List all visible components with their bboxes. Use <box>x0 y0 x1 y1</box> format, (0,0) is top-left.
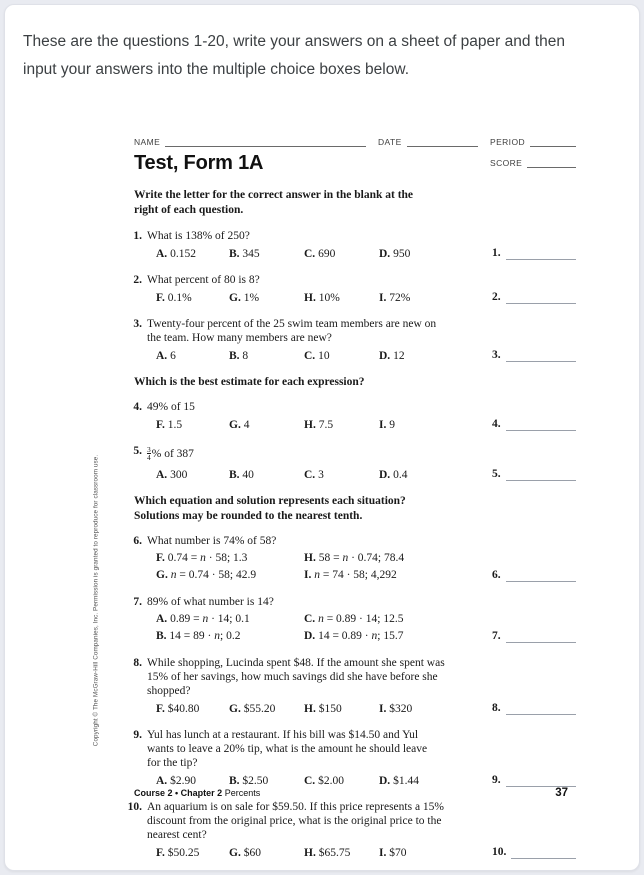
question-number: 5. <box>133 445 142 457</box>
intro-line-2: input your answers into the multiple choice boxes below. <box>23 61 409 78</box>
answer-blank <box>492 467 576 482</box>
choices <box>156 291 492 305</box>
choice-H: H. 7.5 <box>304 419 334 431</box>
quiz-card <box>4 4 640 871</box>
question-2 <box>134 273 576 305</box>
choices <box>156 551 492 583</box>
question-1 <box>134 229 576 261</box>
question-10 <box>127 800 576 860</box>
choice-F: F. 0.74 = n · 58; 1.3 <box>156 552 248 564</box>
answer-number: 2. <box>492 291 501 303</box>
choice-B: B. 345 <box>229 248 260 260</box>
question-text-line: What percent of 80 is 8? <box>147 274 260 286</box>
choice-C: C. $2.00 <box>304 775 344 787</box>
question-text-line: 15% of her savings, how much savings did she have before she <box>147 671 438 683</box>
question-content <box>147 444 492 482</box>
choice-I: I. $320 <box>379 703 413 715</box>
answer-blank <box>492 845 576 860</box>
answer-number: 7. <box>492 630 501 642</box>
question-text-line: the team. How many members are new? <box>147 332 332 344</box>
choice-A: A. 0.89 = n · 14; 0.1 <box>156 613 250 625</box>
question-content <box>147 728 492 788</box>
choices <box>156 418 492 432</box>
name-label: NAME <box>134 137 161 147</box>
choice-G: G. $55.20 <box>229 703 276 715</box>
question-content <box>147 656 492 716</box>
choices <box>156 247 492 261</box>
answer-number: 1. <box>492 247 501 259</box>
question-number: 10. <box>127 801 142 813</box>
answer-number: 10. <box>492 846 507 858</box>
question-text-line: for the tip? <box>147 757 198 769</box>
choice-A: A. $2.90 <box>156 775 196 787</box>
title-row <box>134 152 576 175</box>
question-number: 6. <box>133 535 142 547</box>
date-label: DATE <box>378 137 402 147</box>
choices <box>156 702 492 716</box>
question-content <box>147 400 492 432</box>
question-text-line: 49% of 15 <box>147 401 195 413</box>
intro-line-1: These are the questions 1-20, write your answers on a sheet of paper and then <box>23 33 565 50</box>
choice-A: A. 0.152 <box>156 248 196 260</box>
choice-D: D. 14 = 0.89 · n; 15.7 <box>304 630 404 642</box>
question-text-line: What number is 74% of 58? <box>147 535 277 547</box>
intro-text <box>5 5 639 84</box>
question-number: 8. <box>133 657 142 669</box>
question-text-line: Twenty-four percent of the 25 swim team members are new on <box>147 318 437 330</box>
choice-B: B. 40 <box>229 469 254 481</box>
choice-H: H. $65.75 <box>304 847 351 859</box>
choice-F: F. $40.80 <box>156 703 200 715</box>
question-7 <box>134 595 576 644</box>
fraction: $\frac{3}{4}$ <box>147 444 151 462</box>
choice-A: A. 300 <box>156 469 188 481</box>
question-text-line: wants to leave a 20% tip, what is the amount he should leave <box>147 743 428 755</box>
answer-line <box>506 250 576 260</box>
paper-header <box>134 137 576 147</box>
question-text-line: 89% of what number is 14? <box>147 596 274 608</box>
section-heading: Which is the best estimate for each expression? <box>134 376 365 388</box>
question-content <box>147 595 492 644</box>
period-field <box>490 137 576 147</box>
answer-blank <box>492 246 576 261</box>
answer-number: 3. <box>492 349 501 361</box>
question-content <box>147 800 492 860</box>
answer-blank <box>492 629 576 644</box>
question-3 <box>134 317 576 363</box>
worksheet <box>127 137 576 871</box>
answer-blank <box>492 773 576 788</box>
question-content <box>147 317 492 363</box>
paper-footer <box>134 787 576 799</box>
answer-line <box>506 777 576 787</box>
name-blank-line <box>165 138 366 147</box>
answer-line <box>511 849 576 859</box>
date-blank-line <box>407 138 478 147</box>
choice-I: I. $70 <box>379 847 407 859</box>
choice-B: B. 14 = 89 · n; 0.2 <box>156 630 241 642</box>
choice-F: F. 1.5 <box>156 419 183 431</box>
choices <box>156 612 492 644</box>
answer-line <box>506 471 576 481</box>
choice-D: D. 950 <box>379 248 411 260</box>
choice-H: H. $150 <box>304 703 342 715</box>
score-blank-line <box>527 159 576 168</box>
copyright-sidebar-text: Copyright © The McGraw-Hill Companies, Inc. Permission is granted to reproduce for classroom use. <box>92 454 100 747</box>
choice-D: D. $1.44 <box>379 775 419 787</box>
question-text-line: While shopping, Lucinda spent $48. If the amount she spent was <box>147 657 445 669</box>
question-number: 2. <box>133 274 142 286</box>
choice-H: H. 10% <box>304 292 340 304</box>
question-text-line: An aquarium is on sale for $59.50. If this price represents a 15% <box>147 801 445 813</box>
answer-line <box>506 421 576 431</box>
choice-A: A. 6 <box>156 350 176 362</box>
question-content <box>147 534 492 583</box>
answer-number: 6. <box>492 569 501 581</box>
question-number: 9. <box>133 729 142 741</box>
answer-blank <box>492 701 576 716</box>
question-number: 7. <box>133 596 142 608</box>
answer-number: 9. <box>492 774 501 786</box>
score-field <box>490 158 576 168</box>
question-content <box>147 273 492 305</box>
answer-number: 4. <box>492 418 501 430</box>
choice-F: F. $50.25 <box>156 847 200 859</box>
answer-line <box>506 294 576 304</box>
answer-blank <box>492 290 576 305</box>
question-4 <box>134 400 576 432</box>
answer-line <box>506 572 576 582</box>
question-5 <box>134 444 576 482</box>
score-label: SCORE <box>490 158 523 168</box>
choice-D: D. 12 <box>379 350 405 362</box>
choice-G: G. n = 0.74 · 58; 42.9 <box>156 569 257 581</box>
page-title: Test, Form 1A <box>134 152 264 174</box>
page-number: 37 <box>555 787 568 799</box>
date-field <box>378 137 478 147</box>
question-text-line: discount from the original price, what is the original price to the <box>147 815 442 827</box>
answer-blank <box>492 568 576 583</box>
footer-topic: Percents <box>224 788 261 798</box>
footer-course-info <box>134 788 260 798</box>
choices <box>156 468 492 482</box>
period-blank-line <box>530 138 576 147</box>
section-heading: Which equation and solution represents each situation? Solutions may be rounded to the nearest tenth. <box>134 495 406 522</box>
answer-number: 5. <box>492 468 501 480</box>
answer-blank <box>492 348 576 363</box>
choice-G: G. 4 <box>229 419 250 431</box>
choice-G: G. 1% <box>229 292 260 304</box>
choice-B: B. 8 <box>229 350 249 362</box>
footer-course-chapter: Course 2 • Chapter 2 <box>134 788 223 798</box>
question-6 <box>134 534 576 583</box>
answer-blank <box>492 417 576 432</box>
choice-C: C. 10 <box>304 350 330 362</box>
period-label: PERIOD <box>490 137 525 147</box>
choice-F: F. 0.1% <box>156 292 192 304</box>
question-content <box>147 229 492 261</box>
question-number: 3. <box>133 318 142 330</box>
question-9 <box>134 728 576 788</box>
question-8 <box>134 656 576 716</box>
choice-D: D. 0.4 <box>379 469 408 481</box>
choice-I: I. n = 74 · 58; 4,292 <box>304 569 397 581</box>
directions <box>134 188 576 218</box>
choices <box>156 774 492 788</box>
choice-C: C. n = 0.89 · 14; 12.5 <box>304 613 404 625</box>
question-text-line: What is 138% of 250? <box>147 230 250 242</box>
choice-I: I. 72% <box>379 292 411 304</box>
answer-line <box>506 633 576 643</box>
question-number: 1. <box>133 230 142 242</box>
answer-number: 8. <box>492 702 501 714</box>
choice-G: G. $60 <box>229 847 261 859</box>
choices <box>156 846 492 860</box>
name-field <box>134 137 366 147</box>
choice-I: I. 9 <box>379 419 395 431</box>
directions-line-1: Write the letter for the correct answer in the blank at the <box>134 189 414 201</box>
choices <box>156 349 492 363</box>
choice-C: C. 3 <box>304 469 324 481</box>
questions-area <box>127 229 576 860</box>
question-text-line: nearest cent? <box>147 829 207 841</box>
question-text-line: Yul has lunch at a restaurant. If his bill was $14.50 and Yul <box>147 729 419 741</box>
choice-H: H. 58 = n · 0.74; 78.4 <box>304 552 405 564</box>
question-text-line: $\frac{3}{4}$ % of 387 <box>147 444 194 462</box>
choice-C: C. 690 <box>304 248 336 260</box>
directions-line-2: right of each question. <box>134 204 244 216</box>
question-text-line: shopped? <box>147 685 191 697</box>
answer-line <box>506 352 576 362</box>
question-number: 4. <box>133 401 142 413</box>
answer-line <box>506 705 576 715</box>
choice-B: B. $2.50 <box>229 775 269 787</box>
